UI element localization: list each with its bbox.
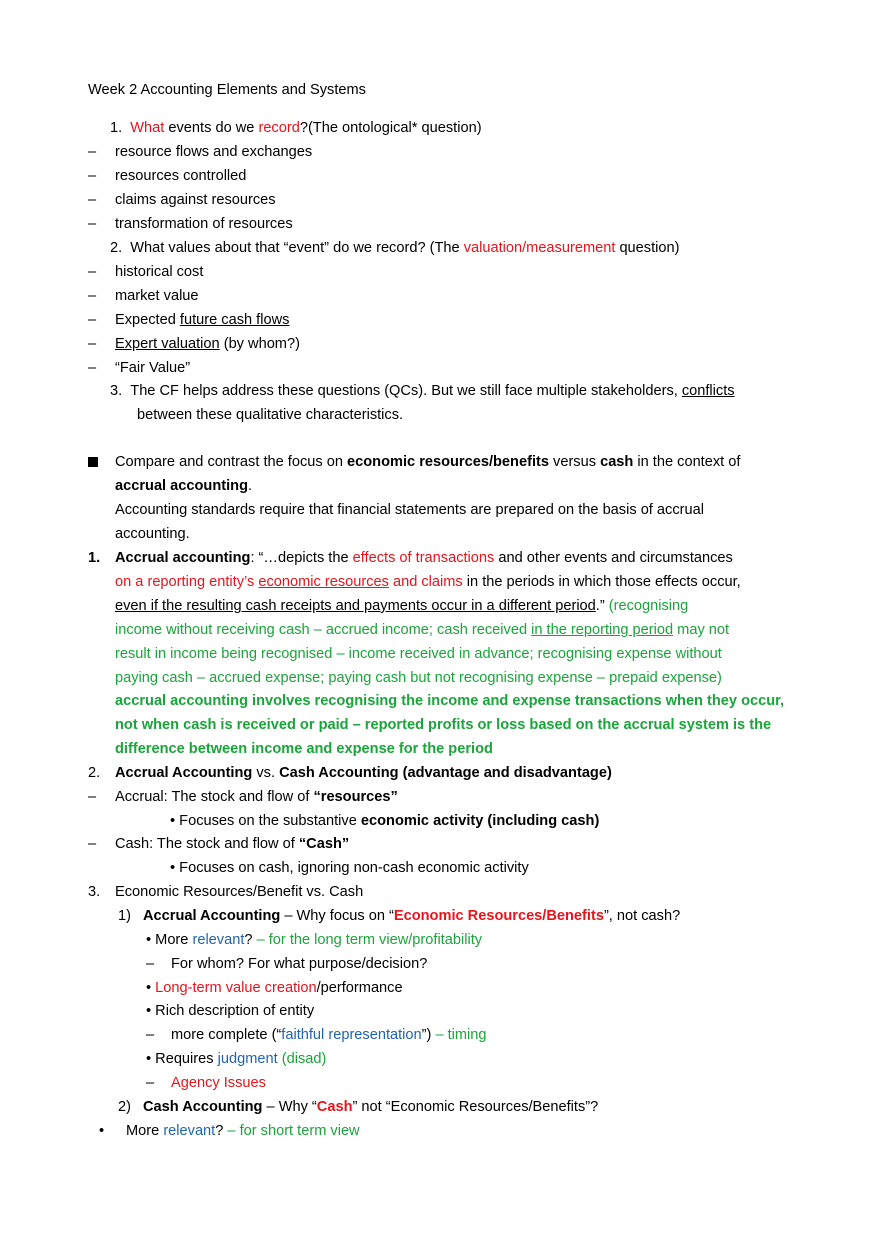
text-segment: “Cash” [298, 836, 350, 852]
text-segment: conflicts [681, 383, 735, 399]
accrual-line [115, 572, 741, 592]
text-segment: future cash flows [179, 312, 290, 328]
dash-icon: – [88, 336, 97, 352]
list-item [115, 334, 300, 354]
sub-item: For whom? For what purpose/decision? [171, 956, 428, 972]
compare-line: Accounting standards require that financial statements are prepared on the basis of accrual [115, 502, 704, 518]
dash-icon: – [146, 1075, 155, 1091]
text-segment: More [126, 1123, 164, 1139]
text-segment: and other events and circumstances [494, 550, 733, 566]
list-item: transformation of resources [115, 216, 293, 232]
list-number: 3. [88, 884, 101, 900]
text-segment: cash [600, 454, 634, 470]
bullet-icon: • [99, 1123, 105, 1139]
list-item: historical cost [115, 264, 204, 280]
text-segment: What values about that “event” do we record? (The [130, 240, 464, 256]
text-segment: on a reporting entity’s [115, 574, 259, 590]
text-segment: Accrual Accounting [143, 908, 281, 924]
text-segment: Accrual accounting [115, 550, 251, 566]
text-segment: : “…depicts the [250, 550, 353, 566]
text-segment: relevant [192, 932, 245, 948]
text-segment: Compare and contrast the focus on [115, 454, 348, 470]
text-segment: • Requires [146, 1051, 218, 1067]
text-segment: question) [615, 240, 680, 256]
text-segment: valuation/measurement [463, 240, 616, 256]
dash-icon: – [88, 789, 97, 805]
dash-icon: – [88, 312, 97, 328]
text-segment: Cash: The stock and flow of [115, 836, 299, 852]
erb-heading: Economic Resources/Benefit vs. Cash [115, 884, 364, 900]
list-item: “Fair Value” [115, 360, 191, 376]
text-segment: Expert valuation [115, 336, 220, 352]
list-item: resource flows and exchanges [115, 144, 313, 160]
text-segment: “resources” [313, 789, 398, 805]
text-segment: ”) [421, 1027, 436, 1043]
accrual-line: accrual accounting involves recognising the income and expense transactions when they occur, [115, 693, 785, 709]
sub-item: • Focuses on cash, ignoring non-cash economic activity [170, 860, 529, 876]
text-segment: faithful representation [281, 1027, 422, 1043]
compare-line: accounting. [115, 526, 190, 542]
text-segment: ? [215, 1123, 228, 1139]
sub-item [171, 1025, 487, 1045]
question-3 [110, 381, 735, 401]
list-number: 3. [110, 383, 123, 399]
text-segment: ”, not cash? [603, 908, 681, 924]
list-item [126, 1121, 360, 1141]
dash-icon: – [88, 836, 97, 852]
text-segment: Accrual Accounting [115, 765, 253, 781]
text-segment: record [258, 120, 300, 136]
sub-item: Agency Issues [171, 1075, 266, 1091]
text-segment: Cash [316, 1099, 353, 1115]
text-segment: events do we [164, 120, 259, 136]
compare-line [115, 476, 252, 496]
list-item: claims against resources [115, 192, 276, 208]
sub-item: • Rich description of entity [146, 1003, 315, 1019]
list-number: 2) [118, 1099, 131, 1115]
text-segment: Accrual: The stock and flow of [115, 789, 314, 805]
accrual-line: not when cash is received or paid – reported profits or loss based on the accrual system is the [115, 717, 772, 733]
list-item [115, 787, 398, 807]
list-number: 1) [118, 908, 131, 924]
text-segment: The CF helps address these questions (QCs). But we still face multiple stakeholders, [130, 383, 682, 399]
dash-icon: – [88, 216, 97, 232]
text-segment: in the context of [633, 454, 741, 470]
text-segment: (by whom?) [219, 336, 300, 352]
question-1 [110, 118, 482, 138]
accrual-line [115, 620, 729, 640]
text-segment: – Why focus on “ [280, 908, 394, 924]
text-segment: may not [673, 622, 730, 638]
accrual-line [115, 548, 733, 568]
dash-icon: – [88, 360, 97, 376]
text-segment: Cash Accounting [143, 1099, 263, 1115]
dash-icon: – [88, 288, 97, 304]
list-item: market value [115, 288, 199, 304]
text-segment: (disad) [277, 1051, 327, 1067]
accrual-line: difference between income and expense for the period [115, 741, 493, 757]
square-bullet-icon [88, 457, 98, 467]
sub-heading [143, 906, 680, 926]
sub-heading [143, 1097, 598, 1117]
list-number: 2. [110, 240, 123, 256]
text-segment: effects of transactions [352, 550, 495, 566]
text-segment: . [248, 478, 253, 494]
text-segment: – for short term view [227, 1123, 360, 1139]
text-segment: income without receiving cash – accrued income; cash received [115, 622, 532, 638]
dash-icon: – [146, 1027, 155, 1043]
question-2 [110, 238, 679, 258]
text-segment: ?(The ontological* question) [299, 120, 482, 136]
dash-icon: – [146, 956, 155, 972]
dash-icon: – [88, 264, 97, 280]
text-segment: Cash Accounting (advantage and disadvantage) [279, 765, 612, 781]
text-segment: – for the long term view/profitability [256, 932, 483, 948]
text-segment: vs. [252, 765, 280, 781]
compare-line [115, 452, 740, 472]
question-3-continued: between these qualitative characteristics. [137, 407, 404, 423]
list-number: 1. [88, 550, 101, 566]
text-segment: ? [244, 932, 257, 948]
text-segment: • [146, 980, 156, 996]
text-segment: • Focuses on the substantive [170, 813, 361, 829]
text-segment: in the reporting period [531, 622, 674, 638]
text-segment: in the periods in which those effects occur, [462, 574, 741, 590]
text-segment: accrual accounting [115, 478, 249, 494]
accrual-line [115, 596, 688, 616]
text-segment: /performance [316, 980, 403, 996]
list-number: 2. [88, 765, 101, 781]
text-segment: • More [146, 932, 193, 948]
text-segment: – Why “ [262, 1099, 317, 1115]
text-segment: versus [548, 454, 601, 470]
accrual-line: result in income being recognised – income received in advance; recognising expense without [115, 646, 722, 662]
text-segment: more complete (“ [171, 1027, 282, 1043]
dash-icon: – [88, 192, 97, 208]
text-segment: .” [595, 598, 609, 614]
text-segment: economic resources/benefits [347, 454, 549, 470]
text-segment: judgment [217, 1051, 278, 1067]
text-segment: economic activity (including cash) [360, 813, 600, 829]
sub-item [146, 978, 403, 998]
list-item [115, 310, 289, 330]
text-segment: ” not “Economic Resources/Benefits”? [352, 1099, 599, 1115]
text-segment: (recognising [608, 598, 689, 614]
accrual-line: paying cash – accrued expense; paying cash but not recognising expense – prepaid expense) [115, 670, 722, 686]
sub-item [170, 811, 599, 831]
page-title: Week 2 Accounting Elements and Systems [88, 82, 366, 98]
text-segment: and claims [388, 574, 463, 590]
text-segment: Long-term value creation [155, 980, 317, 996]
sub-item [146, 930, 482, 950]
text-segment: Expected [115, 312, 180, 328]
list-item [115, 834, 349, 854]
text-segment: Economic Resources/Benefits [393, 908, 604, 924]
text-segment: relevant [163, 1123, 216, 1139]
sub-item [146, 1049, 326, 1069]
vs-heading [115, 763, 612, 783]
list-number: 1. [110, 120, 123, 136]
text-segment: economic resources [258, 574, 389, 590]
dash-icon: – [88, 144, 97, 160]
text-segment: – timing [435, 1027, 487, 1043]
text-segment: even if the resulting cash receipts and payments occur in a different period [115, 598, 596, 614]
text-segment: What [130, 120, 165, 136]
list-item: resources controlled [115, 168, 247, 184]
dash-icon: – [88, 168, 97, 184]
